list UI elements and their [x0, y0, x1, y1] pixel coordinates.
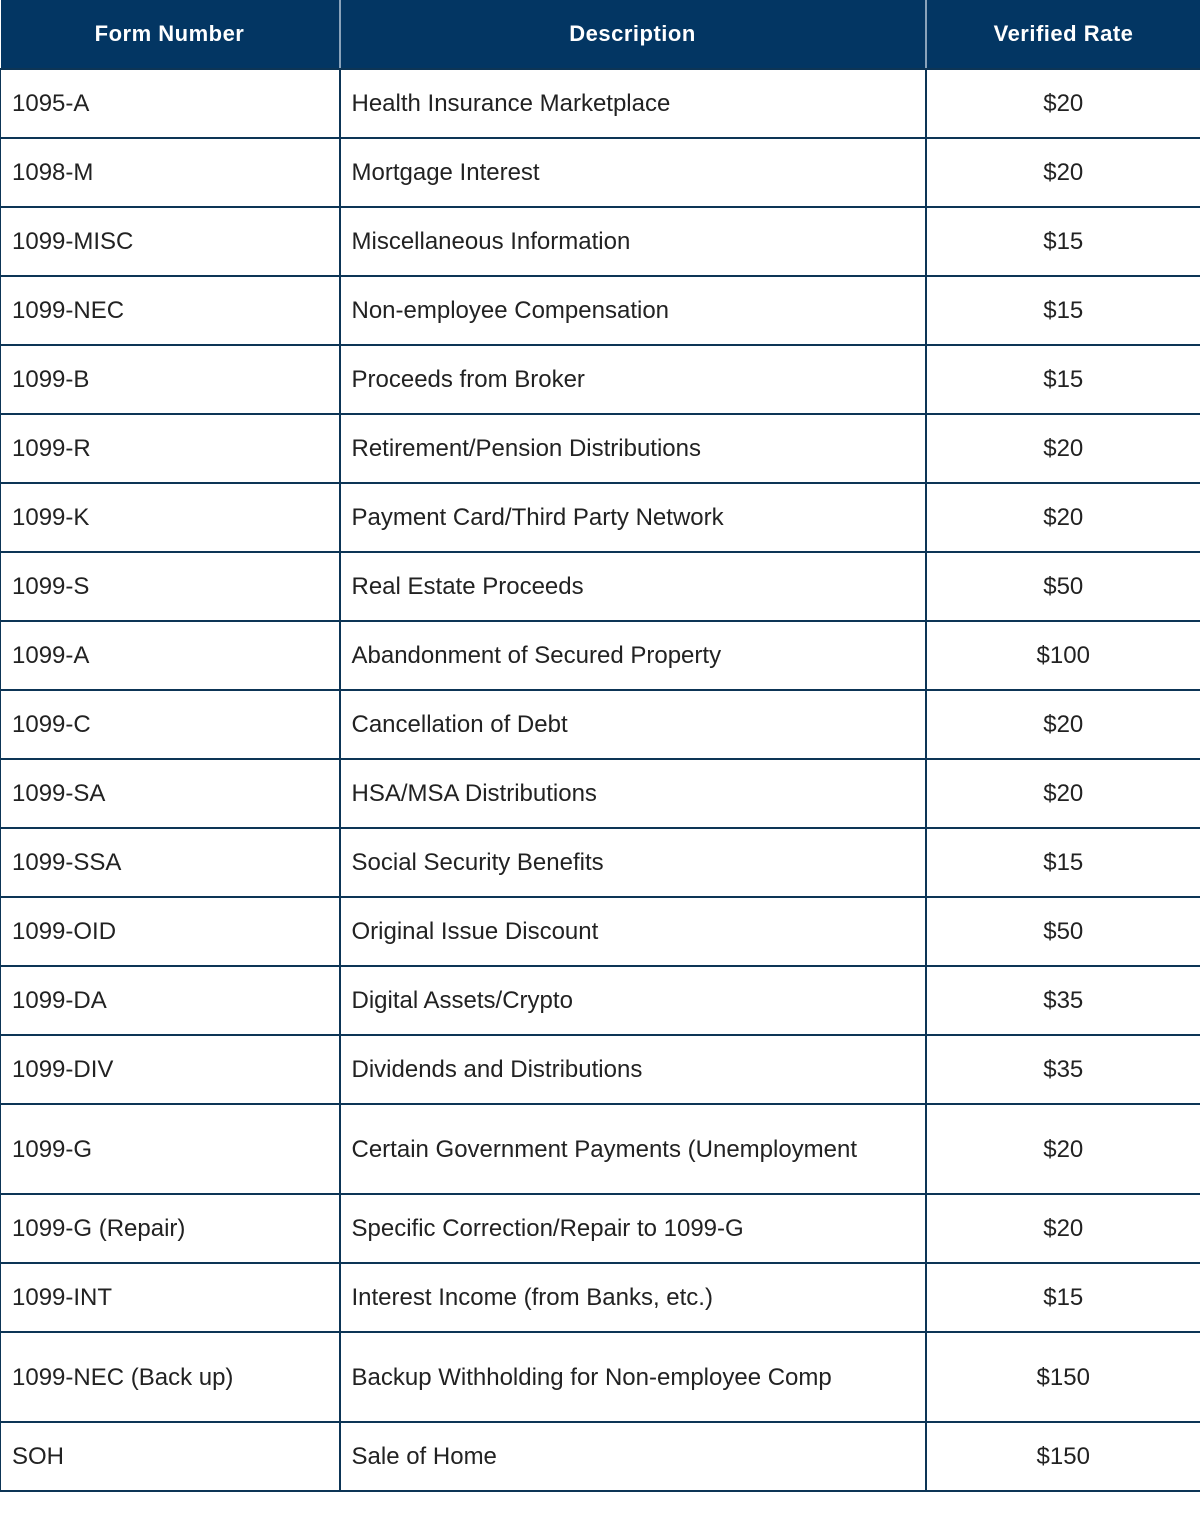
description-cell: Interest Income (from Banks, etc.) [340, 1263, 926, 1332]
description-cell: Health Insurance Marketplace [340, 69, 926, 138]
form-number-cell: 1099-DA [1, 966, 340, 1035]
verified-rate-cell: $20 [926, 69, 1200, 138]
form-number-cell: 1099-R [1, 414, 340, 483]
verified-rate-cell: $20 [926, 414, 1200, 483]
verified-rate-cell: $20 [926, 138, 1200, 207]
table-row [1, 1422, 1200, 1491]
description-cell: Specific Correction/Repair to 1099-G [340, 1194, 926, 1263]
verified-rate-cell: $150 [926, 1422, 1200, 1491]
table-row [1, 69, 1200, 138]
table-row [1, 207, 1200, 276]
table-row [1, 966, 1200, 1035]
table-row [1, 621, 1200, 690]
table-row [1, 138, 1200, 207]
description-cell: Sale of Home [340, 1422, 926, 1491]
verified-rate-cell: $15 [926, 1263, 1200, 1332]
table-row [1, 1035, 1200, 1104]
table-row [1, 759, 1200, 828]
verified-rate-cell: $50 [926, 897, 1200, 966]
form-number-cell: 1099-OID [1, 897, 340, 966]
header-form-number: Form Number [1, 0, 340, 69]
form-number-cell: 1099-G [1, 1104, 340, 1194]
description-cell: HSA/MSA Distributions [340, 759, 926, 828]
description-cell: Payment Card/Third Party Network [340, 483, 926, 552]
description-cell: Social Security Benefits [340, 828, 926, 897]
form-number-cell: 1095-A [1, 69, 340, 138]
verified-rate-cell: $20 [926, 483, 1200, 552]
description-cell: Mortgage Interest [340, 138, 926, 207]
table-row [1, 276, 1200, 345]
form-number-cell: 1099-DIV [1, 1035, 340, 1104]
verified-rate-cell: $20 [926, 1104, 1200, 1194]
form-number-cell: 1099-G (Repair) [1, 1194, 340, 1263]
description-cell: Digital Assets/Crypto [340, 966, 926, 1035]
verified-rate-cell: $15 [926, 345, 1200, 414]
form-number-cell: 1099-SA [1, 759, 340, 828]
table-row [1, 828, 1200, 897]
form-number-cell: 1099-K [1, 483, 340, 552]
description-cell: Proceeds from Broker [340, 345, 926, 414]
form-number-cell: 1099-A [1, 621, 340, 690]
form-number-cell: SOH [1, 1422, 340, 1491]
description-cell: Original Issue Discount [340, 897, 926, 966]
table-row [1, 1194, 1200, 1263]
form-number-cell: 1099-INT [1, 1263, 340, 1332]
verified-rate-cell: $20 [926, 1194, 1200, 1263]
description-cell: Retirement/Pension Distributions [340, 414, 926, 483]
verified-rate-cell: $50 [926, 552, 1200, 621]
form-number-cell: 1099-B [1, 345, 340, 414]
table-row [1, 690, 1200, 759]
form-number-cell: 1098-M [1, 138, 340, 207]
form-number-cell: 1099-MISC [1, 207, 340, 276]
header-description: Description [340, 0, 926, 69]
table-header-row [1, 0, 1200, 69]
verified-rate-cell: $15 [926, 828, 1200, 897]
form-number-cell: 1099-NEC (Back up) [1, 1332, 340, 1422]
description-cell: Cancellation of Debt [340, 690, 926, 759]
verified-rate-cell: $100 [926, 621, 1200, 690]
verified-rate-cell: $150 [926, 1332, 1200, 1422]
table-row [1, 1104, 1200, 1194]
verified-rate-cell: $20 [926, 690, 1200, 759]
description-cell: Abandonment of Secured Property [340, 621, 926, 690]
header-verified-rate: Verified Rate [926, 0, 1200, 69]
table-row [1, 414, 1200, 483]
description-cell: Real Estate Proceeds [340, 552, 926, 621]
verified-rate-cell: $20 [926, 759, 1200, 828]
verified-rate-cell: $15 [926, 207, 1200, 276]
description-cell: Dividends and Distributions [340, 1035, 926, 1104]
table-row [1, 345, 1200, 414]
description-cell: Backup Withholding for Non-employee Comp [340, 1332, 926, 1422]
verified-rate-cell: $35 [926, 1035, 1200, 1104]
table-row [1, 483, 1200, 552]
description-cell: Certain Government Payments (Unemployment [340, 1104, 926, 1194]
description-cell: Miscellaneous Information [340, 207, 926, 276]
form-number-cell: 1099-S [1, 552, 340, 621]
table-row [1, 897, 1200, 966]
form-number-cell: 1099-NEC [1, 276, 340, 345]
table-row [1, 1263, 1200, 1332]
table-row [1, 552, 1200, 621]
verified-rate-cell: $35 [926, 966, 1200, 1035]
verified-rate-cell: $15 [926, 276, 1200, 345]
table-row [1, 1332, 1200, 1422]
form-number-cell: 1099-C [1, 690, 340, 759]
form-number-cell: 1099-SSA [1, 828, 340, 897]
description-cell: Non-employee Compensation [340, 276, 926, 345]
